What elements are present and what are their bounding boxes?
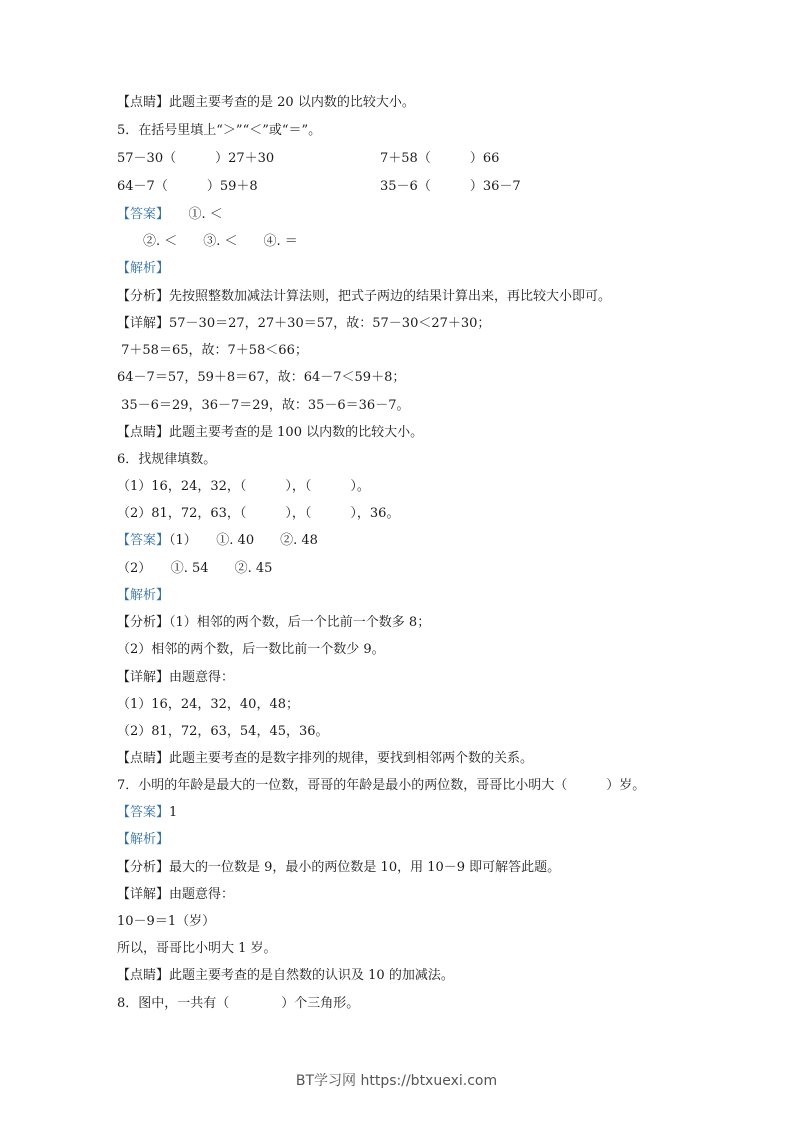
line-text-col2: 7＋58（ ）66 [380,151,500,166]
line-text: 8．图中，一共有（ ）个三角形。 [117,996,360,1011]
text-line [117,560,272,578]
text-line [117,696,299,714]
text-line [117,342,308,360]
text-line [117,233,298,251]
text-line [117,150,274,168]
text-line [117,94,415,112]
line-text: （2） ①. 54 ②. 45 [117,561,273,576]
line-text: （1）16，24，32，40，48； [117,697,299,712]
section-tag: 【点睛】 [117,968,170,983]
line-text: 35－6＝29，36－7＝29，故：35－6＝36－7。 [117,398,410,413]
line-text: 最大的一位数是 9，最小的两位数是 10，用 10－9 即可解答此题。 [169,860,561,875]
section-tag: 【答案】 [117,207,163,222]
text-line [117,995,359,1013]
line-text: 1 [169,805,178,820]
section-tag: 【解析】 [117,832,170,847]
text-line [117,369,405,387]
text-line [117,723,329,741]
section-tag: 【点睛】 [117,425,170,440]
text-line [117,669,234,687]
line-text-col2: 35－6（ ）36－7 [380,179,521,194]
text-line [117,424,423,442]
line-text: 由题意得： [169,670,235,685]
line-text: 此题主要考查的是 20 以内数的比较大小。 [169,95,415,110]
line-text: 7．小明的年龄是最大的一位数，哥哥的年龄是最小的两位数，哥哥比小明大（ ）岁。 [117,778,646,793]
section-tag: 【分析】 [117,289,170,304]
text-line [117,831,169,849]
text-line [117,451,216,469]
text-line [117,641,385,659]
line-text: 先按照整数加减法计算法则，把式子两边的结果计算出来，再比较大小即可。 [169,289,612,304]
line-text: 所以，哥哥比小明大 1 岁。 [117,941,277,956]
section-tag: 【解析】 [117,588,170,603]
text-line [117,397,409,415]
line-text: （2）81，72，63，54，45，36。 [117,724,329,739]
text-line [117,288,611,306]
text-line [117,532,318,550]
line-text: 57－30＝27，27＋30＝57，故：57－30＜27＋30； [169,316,491,331]
section-tag: 【点睛】 [117,95,170,110]
line-text: 由题意得： [169,887,235,902]
text-line [117,178,258,196]
text-line [117,750,533,768]
section-tag: 【详解】 [117,316,170,331]
text-line [117,967,454,985]
line-text: 57－30（ ）27＋30 [117,151,275,166]
line-text: 64－7（ ）59＋8 [117,179,258,194]
section-tag: 【分析】 [117,615,170,630]
section-tag: 【分析】 [117,860,170,875]
section-tag: 【详解】 [117,887,170,902]
text-line [117,913,215,931]
section-tag: 【解析】 [117,261,170,276]
section-tag: 【答案】 [117,533,170,548]
text-line [117,859,560,877]
text-line [117,804,177,822]
line-text: 此题主要考查的是自然数的认识及 10 的加减法。 [169,968,454,983]
text-line [117,587,169,605]
text-line [117,260,169,278]
line-text: （2）相邻的两个数，后一数比前一个数少 9。 [117,642,385,657]
line-text: ①. ＜ [162,207,223,222]
line-text: 6．找规律填数。 [117,452,217,467]
line-text: （1） ①. 40 ②. 48 [169,533,318,548]
line-text: 64－7＝57，59＋8＝67，故：64－7＜59＋8； [117,370,406,385]
section-tag: 【答案】 [117,805,170,820]
line-text: 10－9＝1（岁） [117,914,216,929]
text-line [117,614,430,632]
text-line [117,940,277,958]
line-text: （1）16，24，32，（ ），（ ）。 [117,479,370,494]
line-text: （2）81，72，63，（ ），（ ），36。 [117,506,400,521]
text-line [117,122,321,140]
line-text: （1）相邻的两个数，后一个比前一个数多 8； [169,615,431,630]
text-line [117,505,399,523]
text-line [117,315,490,333]
footer-watermark: BT学习网 https://btxuexi.com [295,1073,498,1089]
text-line [117,206,223,224]
line-text: 5．在括号里填上“＞”“＜”或“＝”。 [117,123,322,138]
line-text: 此题主要考查的是 100 以内数的比较大小。 [169,425,424,440]
section-tag: 【点睛】 [117,751,170,766]
text-line [117,777,645,795]
line-text: ②. ＜ ③. ＜ ④. ＝ [117,234,298,249]
text-line [117,478,370,496]
line-text: 此题主要考查的是数字排列的规律，要找到相邻两个数的关系。 [169,751,534,766]
line-text: 7＋58＝65，故：7＋58＜66； [117,343,308,358]
text-line [117,886,234,904]
section-tag: 【详解】 [117,670,170,685]
